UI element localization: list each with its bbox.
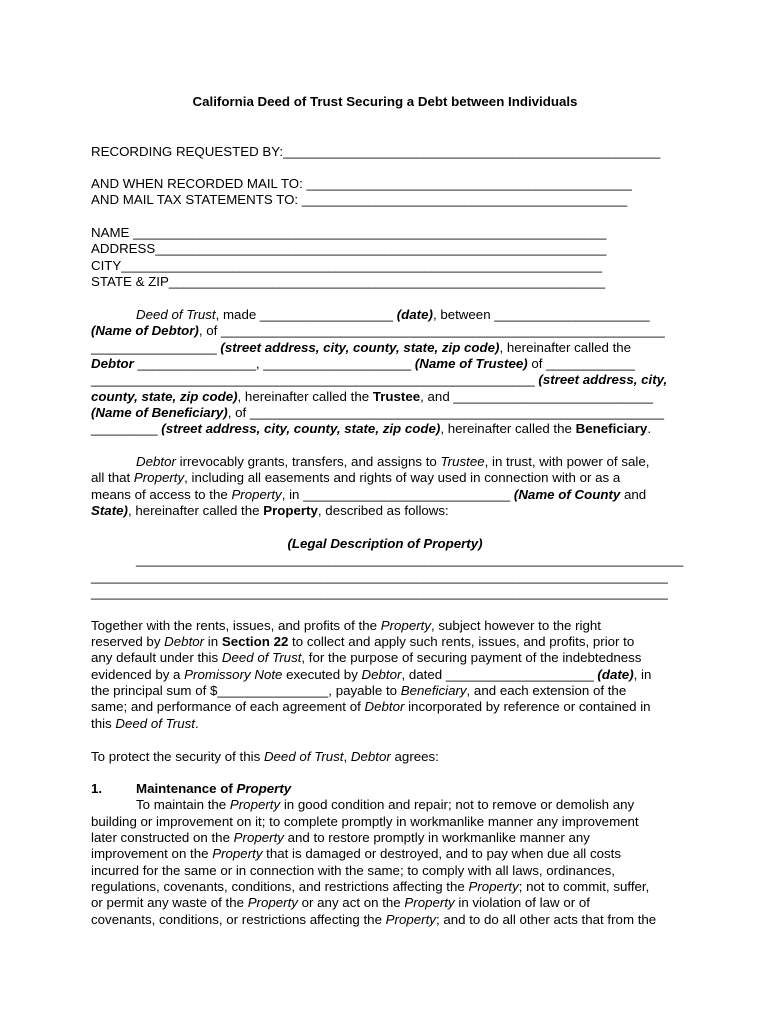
together-line-4: evidenced by a Promissory Note executed by Debtor, dated ____________________ (date), in	[91, 667, 652, 682]
section-1-line-3: later constructed on the Property and to restore promptly in workmanlike manner any	[91, 830, 590, 845]
address-field: ADDRESS_____________________________________________________________	[91, 241, 607, 256]
city-field: CITY_________________________________________________________________	[91, 258, 602, 273]
recording-requested-by: RECORDING REQUESTED BY:___________________________________________________	[91, 144, 661, 159]
section-1-line-7: or permit any waste of the Property or any act on the Property in violation of law or of	[91, 895, 590, 910]
together-line-1: Together with the rents, issues, and profits of the Property, subject however to the right	[91, 618, 601, 633]
legal-description-line-2: ______________________________________________________________________________	[91, 569, 668, 584]
section-1-line-5: incurred for the same or in connection with the same; to comply with all laws, ordinances,	[91, 863, 615, 878]
legal-description-line-3: ______________________________________________________________________________	[91, 585, 668, 600]
section-1-line-8: covenants, conditions, or restrictions affecting the Property; and to do all other acts that from the	[91, 912, 657, 927]
section-1-number: 1.	[91, 781, 103, 796]
section-1-line-2: building or improvement on it; to complete promptly in workmanlike manner any improvement	[91, 814, 639, 829]
parties-line-7: (Name of Beneficiary), of ________________________________________________________	[91, 405, 665, 420]
parties-line-8: _________ (street address, city, county, state, zip code), hereinafter called the Beneficiary.	[91, 421, 652, 436]
section-1-heading: Maintenance of Property	[136, 781, 292, 796]
legal-description-line-1: __________________________________________________________________________	[136, 552, 684, 567]
document-title: California Deed of Trust Securing a Debt between Individuals	[192, 94, 578, 109]
name-field: NAME ________________________________________________________________	[91, 225, 607, 240]
section-1-line-4: improvement on the Property that is damaged or destroyed, and to pay when due all costs	[91, 846, 621, 861]
together-line-6: same; and performance of each agreement of Debtor incorporated by reference or contained in	[91, 699, 651, 714]
together-line-5: the principal sum of $_______________, payable to Beneficiary, and each extension of the	[91, 683, 627, 698]
recorded-mail-to: AND WHEN RECORDED MAIL TO: ____________________________________________	[91, 176, 632, 191]
protect-line: To protect the security of this Deed of Trust, Debtor agrees:	[91, 749, 439, 764]
legal-description-heading: (Legal Description of Property)	[287, 536, 483, 551]
parties-line-3: _________________ (street address, city, county, state, zip code), hereinafter called the	[91, 340, 632, 355]
section-1-line-1: To maintain the Property in good condition and repair; not to remove or demolish any	[136, 797, 635, 812]
parties-line-1: Deed of Trust, made __________________ (date), between _____________________	[136, 307, 650, 322]
parties-line-2: (Name of Debtor), of ____________________________________________________________	[91, 323, 665, 338]
mail-tax-statements-to: AND MAIL TAX STATEMENTS TO: ____________________________________________	[91, 192, 628, 207]
together-line-7: this Deed of Trust.	[91, 716, 199, 731]
grant-line-4: State), hereinafter called the Property, described as follows:	[91, 503, 449, 518]
parties-line-5: ____________________________________________________________ (street address, city,	[91, 372, 668, 387]
grant-line-1: Debtor irrevocably grants, transfers, and assigns to Trustee, in trust, with power of sale,	[136, 454, 650, 469]
together-line-3: any default under this Deed of Trust, for the purpose of securing payment of the indebtedness	[91, 650, 642, 665]
parties-line-4: Debtor ________________, ____________________ (Name of Trustee) of ____________	[91, 356, 635, 371]
grant-line-3: means of access to the Property, in ____________________________ (Name of County and	[91, 487, 647, 502]
parties-line-6: county, state, zip code), hereinafter called the Trustee, and ___________________________	[91, 389, 654, 404]
section-1-line-6: regulations, covenants, conditions, and restrictions affecting the Property; not to commit, suffer,	[91, 879, 650, 894]
state-zip-field: STATE & ZIP___________________________________________________________	[91, 274, 606, 289]
grant-line-2: all that Property, including all easements and rights of way used in connection with or as a	[91, 470, 621, 485]
together-line-2: reserved by Debtor in Section 22 to collect and apply such rents, issues, and profits, prior to	[91, 634, 635, 649]
